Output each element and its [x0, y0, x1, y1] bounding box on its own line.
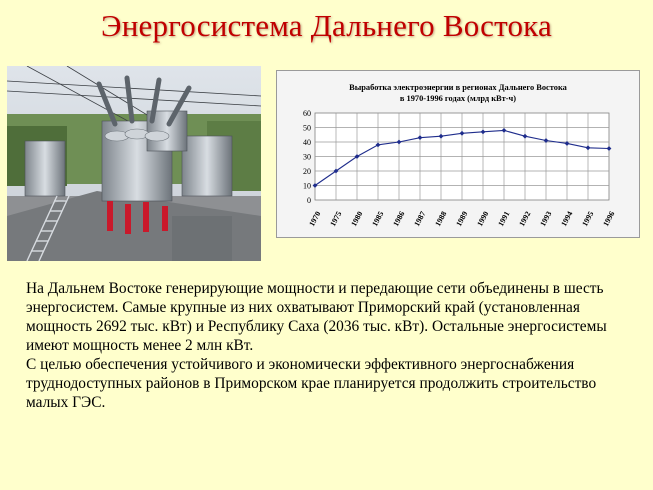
y-tick-label: 60: [303, 108, 311, 118]
x-tick-label: 1993: [538, 209, 554, 228]
chart-panel: [276, 70, 640, 238]
x-tick-label: 1991: [496, 209, 512, 228]
slide-title: Энергосистема Дальнего Востока: [101, 8, 552, 43]
x-tick-label: 1988: [433, 209, 449, 228]
y-tick-label: 0: [307, 195, 311, 205]
y-tick-label: 50: [303, 123, 311, 133]
x-tick-label: 1995: [580, 209, 596, 228]
x-tick-label: 1990: [475, 209, 491, 228]
x-tick-label: 1987: [412, 209, 428, 228]
paragraph-1: На Дальнем Востоке генерирующие мощности и передающие сети объединены в шесть энергосистем. Самые крупные из них охватывают Приморский край (установленная мощность 2692 тыс. кВт) и Республику Саха (2036 тыс. кВт). Остальные энергосистемы имеют мощность менее 2 млн кВт.: [26, 280, 607, 354]
y-tick-label: 20: [303, 166, 311, 176]
body-text: [26, 279, 630, 412]
paragraph-2: С целью обеспечения устойчивого и экономически эффективного энергоснабжения труднодоступных районов в Приморском крае планируется продолжить строительство малых ГЭС.: [26, 356, 597, 411]
y-tick-label: 30: [303, 152, 311, 162]
x-tick-label: 1994: [559, 209, 575, 228]
y-tick-label: 40: [303, 137, 311, 147]
chart-title-line1: Выработка электроэнергии в регионах Дальнего Востока: [349, 83, 567, 92]
substation-photo: [7, 66, 261, 261]
x-tick-label: 1992: [517, 209, 533, 228]
chart-plot-area: [303, 109, 616, 228]
x-tick-label: 1975: [328, 209, 344, 228]
x-tick-label: 1980: [349, 209, 365, 228]
y-tick-label: 10: [303, 181, 311, 191]
x-tick-label: 1996: [601, 209, 617, 228]
x-tick-label: 1970: [307, 209, 323, 228]
x-tick-label: 1989: [454, 209, 470, 228]
x-tick-label: 1985: [370, 209, 386, 228]
chart-title-line2: в 1970-1996 годах (млрд кВт-ч): [399, 94, 517, 103]
x-tick-label: 1986: [391, 209, 407, 228]
